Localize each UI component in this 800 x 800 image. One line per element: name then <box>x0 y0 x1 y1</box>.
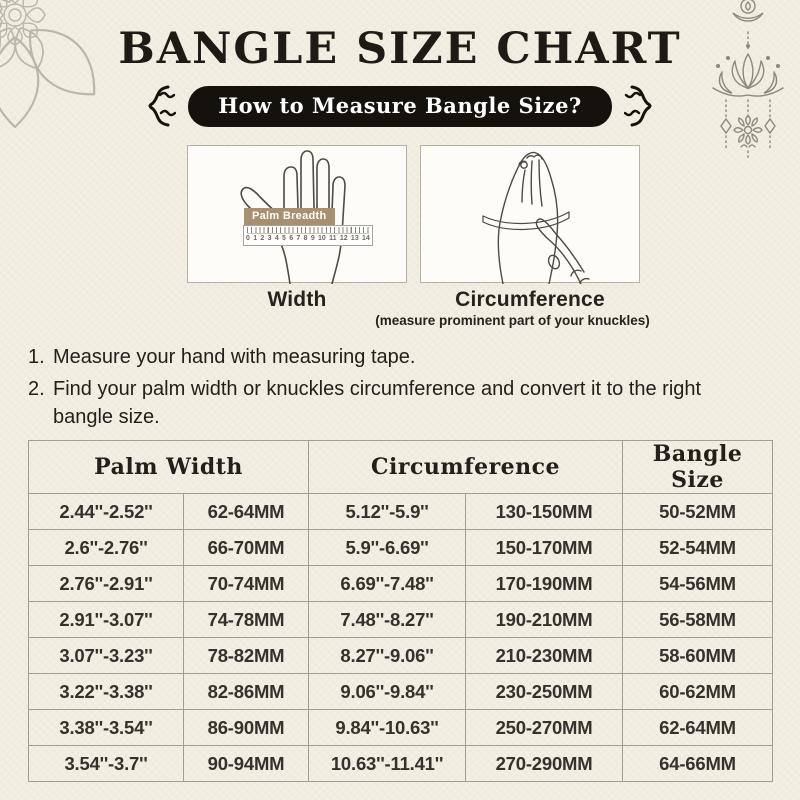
table-cell: 3.07''-3.23'' <box>29 638 184 674</box>
instruction-number: 2. <box>28 378 45 400</box>
table-cell: 70-74MM <box>184 566 309 602</box>
table-cell: 5.12''-5.9'' <box>309 494 466 530</box>
ruler-number: 12 <box>339 235 348 242</box>
table-header-bangle-size: Bangle Size <box>623 441 773 494</box>
ruler-number: 13 <box>350 235 359 242</box>
table-cell: 2.91''-3.07'' <box>29 602 184 638</box>
table-cell: 9.06''-9.84'' <box>309 674 466 710</box>
table-row <box>29 530 773 566</box>
table-row <box>29 494 773 530</box>
table-cell: 64-66MM <box>623 746 773 782</box>
instruction-text: Find your palm width or knuckles circumference and convert it to the right bangle size. <box>53 378 702 428</box>
ruler-number: 3 <box>267 235 272 242</box>
table-cell: 250-270MM <box>466 710 623 746</box>
table-cell: 2.76''-2.91'' <box>29 566 184 602</box>
table-cell: 7.48''-8.27'' <box>309 602 466 638</box>
table-header-row <box>29 441 773 494</box>
table-cell: 230-250MM <box>466 674 623 710</box>
table-cell: 60-62MM <box>623 674 773 710</box>
table-cell: 52-54MM <box>623 530 773 566</box>
ruler-number: 14 <box>362 235 370 242</box>
table-cell: 62-64MM <box>184 494 309 530</box>
table-cell: 54-56MM <box>623 566 773 602</box>
ruler-number: 0 <box>246 235 250 242</box>
table-cell: 62-64MM <box>623 710 773 746</box>
palm-width-diagram <box>187 145 407 283</box>
table-row <box>29 710 773 746</box>
table-cell: 58-60MM <box>623 638 773 674</box>
table-header-palm-width: Palm Width <box>29 441 309 494</box>
table-cell: 210-230MM <box>466 638 623 674</box>
table-cell: 10.63''-11.41'' <box>309 746 466 782</box>
width-caption: Width <box>267 288 327 311</box>
instruction-item <box>28 375 748 431</box>
table-cell: 66-70MM <box>184 530 309 566</box>
instruction-number: 1. <box>28 346 45 368</box>
ruler-number: 10 <box>318 235 326 242</box>
table-cell: 6.69''-7.48'' <box>309 566 466 602</box>
ruler-number: 8 <box>303 235 308 242</box>
knuckle-circumference-diagram <box>420 145 640 283</box>
table-header-circumference: Circumference <box>309 441 623 494</box>
ruler-number: 5 <box>282 235 286 242</box>
table-row <box>29 602 773 638</box>
flourish-left-icon <box>140 84 176 128</box>
table-cell: 50-52MM <box>623 494 773 530</box>
circumference-note: (measure prominent part of your knuckles) <box>375 313 650 328</box>
table-cell: 82-86MM <box>184 674 309 710</box>
table-row <box>29 746 773 782</box>
table-cell: 150-170MM <box>466 530 623 566</box>
ruler-number: 6 <box>289 235 294 242</box>
circumference-caption: Circumference <box>455 288 605 311</box>
table-row <box>29 638 773 674</box>
instruction-text: Measure your hand with measuring tape. <box>53 346 416 368</box>
table-cell: 74-78MM <box>184 602 309 638</box>
ruler-number: 7 <box>296 235 301 242</box>
ruler-ticks <box>247 227 369 234</box>
ruler <box>243 225 373 246</box>
table-row <box>29 566 773 602</box>
table-cell: 9.84''-10.63'' <box>309 710 466 746</box>
measure-banner: How to Measure Bangle Size? <box>188 86 612 127</box>
instruction-item <box>28 343 748 371</box>
table-cell: 2.44''-2.52'' <box>29 494 184 530</box>
table-cell: 190-210MM <box>466 602 623 638</box>
table-cell: 3.38''-3.54'' <box>29 710 184 746</box>
ruler-number: 2 <box>260 235 265 242</box>
size-table-body <box>29 494 773 782</box>
table-cell: 3.54''-3.7'' <box>29 746 184 782</box>
ruler-number: 11 <box>329 235 337 242</box>
flourish-right-icon <box>624 84 660 128</box>
mandala-flower-icon <box>0 0 150 150</box>
size-table <box>28 440 773 782</box>
table-cell: 56-58MM <box>623 602 773 638</box>
page-title: BANGLE SIZE CHART <box>118 24 682 74</box>
table-cell: 270-290MM <box>466 746 623 782</box>
table-cell: 8.27''-9.06'' <box>309 638 466 674</box>
table-cell: 90-94MM <box>184 746 309 782</box>
table-cell: 3.22''-3.38'' <box>29 674 184 710</box>
instructions <box>28 343 748 435</box>
ruler-number: 1 <box>253 235 258 242</box>
palm-breadth-label: Palm Breadth <box>244 208 335 225</box>
ruler-number: 9 <box>310 235 315 242</box>
table-cell: 2.6''-2.76'' <box>29 530 184 566</box>
ruler-number: 4 <box>274 235 279 242</box>
table-cell: 170-190MM <box>466 566 623 602</box>
measure-banner-row <box>0 85 800 127</box>
table-cell: 86-90MM <box>184 710 309 746</box>
table-cell: 130-150MM <box>466 494 623 530</box>
table-row <box>29 674 773 710</box>
table-cell: 78-82MM <box>184 638 309 674</box>
table-cell: 5.9''-6.69'' <box>309 530 466 566</box>
ruler-numbers <box>244 234 372 244</box>
hands-measuring-icon <box>421 146 641 284</box>
